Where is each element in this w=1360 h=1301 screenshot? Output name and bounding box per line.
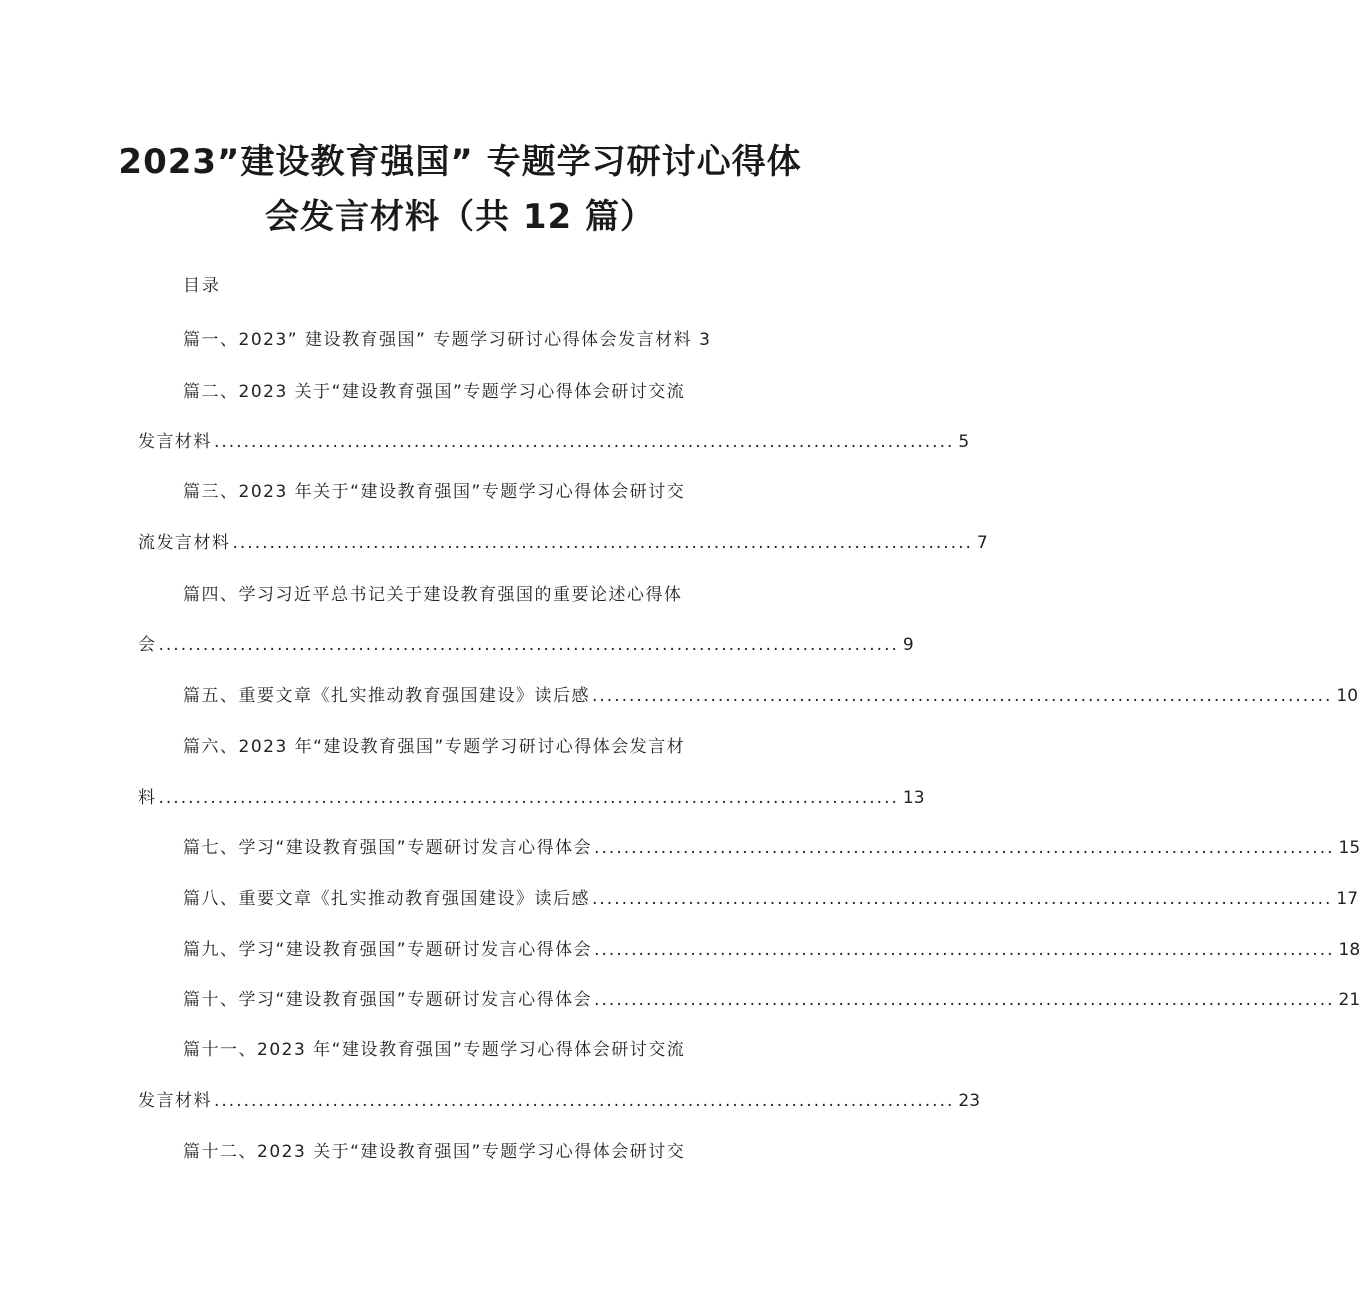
- page-number: 15: [1338, 838, 1360, 858]
- dot-leader: ....................................................................................................: [214, 1091, 955, 1111]
- toc-entry-4: 篇四、学习习近平总书记关于建设教育强国的重要论述心得体: [183, 585, 683, 605]
- document-title-line-1: 2023”建设教育强国” 专题学习研讨心得体: [118, 142, 802, 182]
- page-number: 9: [902, 635, 914, 655]
- page-number: 17: [1336, 889, 1359, 909]
- toc-entry-text: 篇九、学习“建设教育强国”专题研讨发言心得体会: [183, 940, 593, 960]
- dot-leader: ....................................................................................................: [592, 889, 1333, 909]
- dot-leader: ....................................................................................................: [592, 686, 1333, 706]
- toc-entry-text: 会: [138, 635, 157, 655]
- page-number: 23: [958, 1091, 981, 1111]
- document-title-line-2: 会发言材料（共 12 篇）: [265, 197, 655, 237]
- toc-entry-8: [183, 884, 1359, 909]
- toc-entry-6-continuation: [138, 783, 925, 808]
- page-number: 21: [1338, 990, 1360, 1010]
- toc-entry-text: 篇十、学习“建设教育强国”专题研讨发言心得体会: [183, 990, 593, 1010]
- toc-entry-11: 篇十一、2023 年“建设教育强国”专题学习心得体会研讨交流: [183, 1040, 686, 1060]
- dot-leader: ....................................................................................................: [158, 635, 899, 655]
- toc-entry-6: 篇六、2023 年“建设教育强国”专题学习研讨心得体会发言材: [183, 737, 686, 757]
- toc-entry-2: 篇二、2023 关于“建设教育强国”专题学习心得体会研讨交流: [183, 382, 686, 402]
- toc-entry-text: 发言材料: [138, 1091, 212, 1111]
- page-number: 10: [1336, 686, 1359, 706]
- dot-leader: ....................................................................................................: [158, 788, 899, 808]
- toc-entry-9: [183, 935, 1360, 960]
- dot-leader: ....................................................................................................: [594, 940, 1335, 960]
- toc-entry-text: 篇五、重要文章《扎实推动教育强国建设》读后感: [183, 686, 590, 706]
- dot-leader: ....................................................................................................: [214, 432, 955, 452]
- page-number: 7: [976, 533, 988, 553]
- toc-entry-7: [183, 833, 1360, 858]
- toc-entry-text: 发言材料: [138, 432, 212, 452]
- dot-leader: ....................................................................................................: [232, 533, 973, 553]
- toc-entry-3: 篇三、2023 年关于“建设教育强国”专题学习心得体会研讨交: [183, 482, 686, 502]
- toc-entry-text: 料: [138, 788, 157, 808]
- toc-entry-11-continuation: [138, 1086, 981, 1111]
- toc-entry-text: 篇七、学习“建设教育强国”专题研讨发言心得体会: [183, 838, 593, 858]
- toc-entry-12: 篇十二、2023 关于“建设教育强国”专题学习心得体会研讨交: [183, 1142, 686, 1162]
- toc-heading: 目录: [183, 276, 221, 296]
- page-number: 13: [902, 788, 925, 808]
- dot-leader: ....................................................................................................: [594, 838, 1335, 858]
- dot-leader: ....................................................................................................: [594, 990, 1335, 1010]
- toc-entry-3-continuation: [138, 528, 988, 553]
- toc-entry-2-continuation: [138, 427, 970, 452]
- page-number: 18: [1338, 940, 1360, 960]
- toc-entry-10: [183, 985, 1360, 1010]
- toc-entry-text: 流发言材料: [138, 533, 231, 553]
- toc-entry-4-continuation: [138, 630, 914, 655]
- page-number: 5: [958, 432, 970, 452]
- toc-entry-1: 篇一、2023” 建设教育强国” 专题学习研讨心得体会发言材料 3: [183, 330, 712, 350]
- toc-entry-text: 篇八、重要文章《扎实推动教育强国建设》读后感: [183, 889, 590, 909]
- toc-entry-5: [183, 681, 1359, 706]
